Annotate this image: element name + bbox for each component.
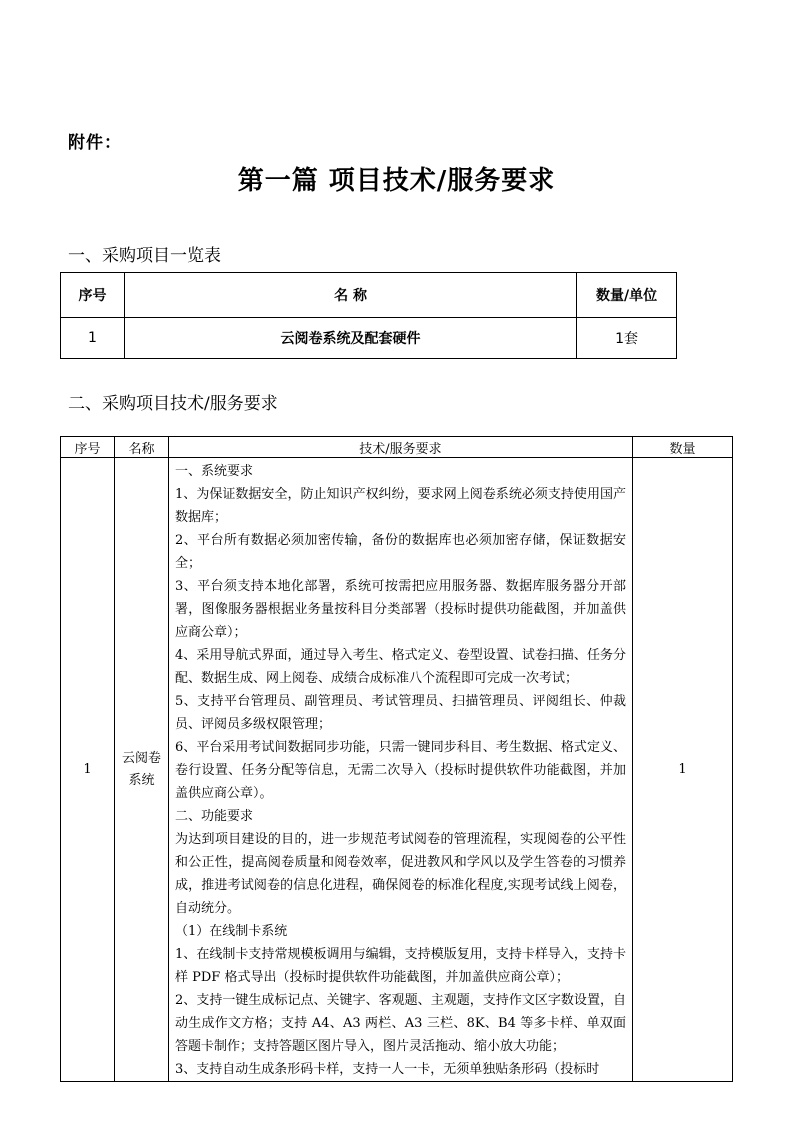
table-row — [61, 458, 733, 1082]
row-index: 1 — [61, 318, 125, 359]
header-name: 名称 — [115, 437, 169, 458]
procurement-list-table — [60, 272, 677, 359]
row-index: 1 — [61, 458, 115, 1082]
req-line: 1、为保证数据安全，防止知识产权纠纷，要求网上阅卷系统必须支持使用国产数据库； — [175, 487, 626, 525]
req-line: 3、支持自动生成条形码卡样，支持一人一卡，无须单独贴条形码（投标时 — [175, 1062, 600, 1077]
req-line: 3、平台须支持本地化部署，系统可按需把应用服务器、数据库服务器分开部署，图像服务器根据业务量按科目分类部署（投标时提供功能截图，并加盖供应商公章）； — [175, 579, 626, 640]
header-requirements: 技术/服务要求 — [169, 437, 633, 458]
req-line: 4、采用导航式界面，通过导入考生、格式定义、卷型设置、试卷扫描、任务分配、数据生成、网上阅卷、成绩合成标准八个流程即可完成一次考试； — [175, 648, 626, 686]
req-line: 6、平台采用考试间数据同步功能，只需一键同步科目、考生数据、格式定义、卷行设置、任务分配等信息，无需二次导入（投标时提供软件功能截图，并加盖供应商公章）。 — [175, 740, 626, 801]
row-qty: 1 — [633, 458, 733, 1082]
header-index: 序号 — [61, 273, 125, 318]
header-qty: 数量 — [633, 437, 733, 458]
req-line: 5、支持平台管理员、副管理员、考试管理员、扫描管理员、评阅组长、仲裁员、评阅员多级权限管理； — [175, 694, 626, 732]
header-name: 名 称 — [124, 273, 576, 318]
technical-requirements-table — [60, 436, 733, 1082]
page-title: 第一篇 项目技术/服务要求 — [237, 166, 556, 196]
req-line: 2、支持一键生成标记点、关键字、客观题、主观题，支持作文区字数设置，自动生成作文方格；支持 A4、A3 两栏、A3 三栏、8K、B4 等多卡样、单双面答题卡制作；支持答题区图片导入，图片灵活拖动、缩小放大功能； — [175, 993, 626, 1054]
row-qty: 1套 — [577, 318, 677, 359]
row-name: 云阅卷系统及配套硬件 — [124, 318, 576, 359]
attachment-label: 附件： — [68, 133, 122, 153]
req-line: 1、在线制卡支持常规模板调用与编辑，支持模版复用，支持卡样导入，支持卡样 PDF 格式导出（投标时提供软件功能截图，并加盖供应商公章）； — [175, 947, 626, 985]
table-row — [61, 318, 677, 359]
table-header-row — [61, 437, 733, 458]
header-qty: 数量/单位 — [577, 273, 677, 318]
req-line: （1）在线制卡系统 — [175, 924, 288, 939]
requirements-content — [169, 458, 633, 1082]
row-name: 云阅卷系统 — [115, 458, 169, 1082]
req-line: 2、平台所有数据必须加密传输，备份的数据库也必须加密存储，保证数据安全； — [175, 533, 626, 571]
table-header-row — [61, 273, 677, 318]
req-line: 一、系统要求 — [175, 464, 254, 479]
req-line: 为达到项目建设的目的，进一步规范考试阅卷的管理流程，实现阅卷的公平性和公正性，提高阅卷质量和阅卷效率，促进教风和学风以及学生答卷的习惯养成，推进考试阅卷的信息化进程，确保阅卷的标准化程度,实现考试线上阅卷，自动统分。 — [175, 832, 626, 916]
req-line: 二、功能要求 — [175, 809, 254, 824]
header-index: 序号 — [61, 437, 115, 458]
section2-heading: 二、采购项目技术/服务要求 — [68, 394, 278, 414]
section1-heading: 一、采购项目一览表 — [68, 246, 221, 266]
